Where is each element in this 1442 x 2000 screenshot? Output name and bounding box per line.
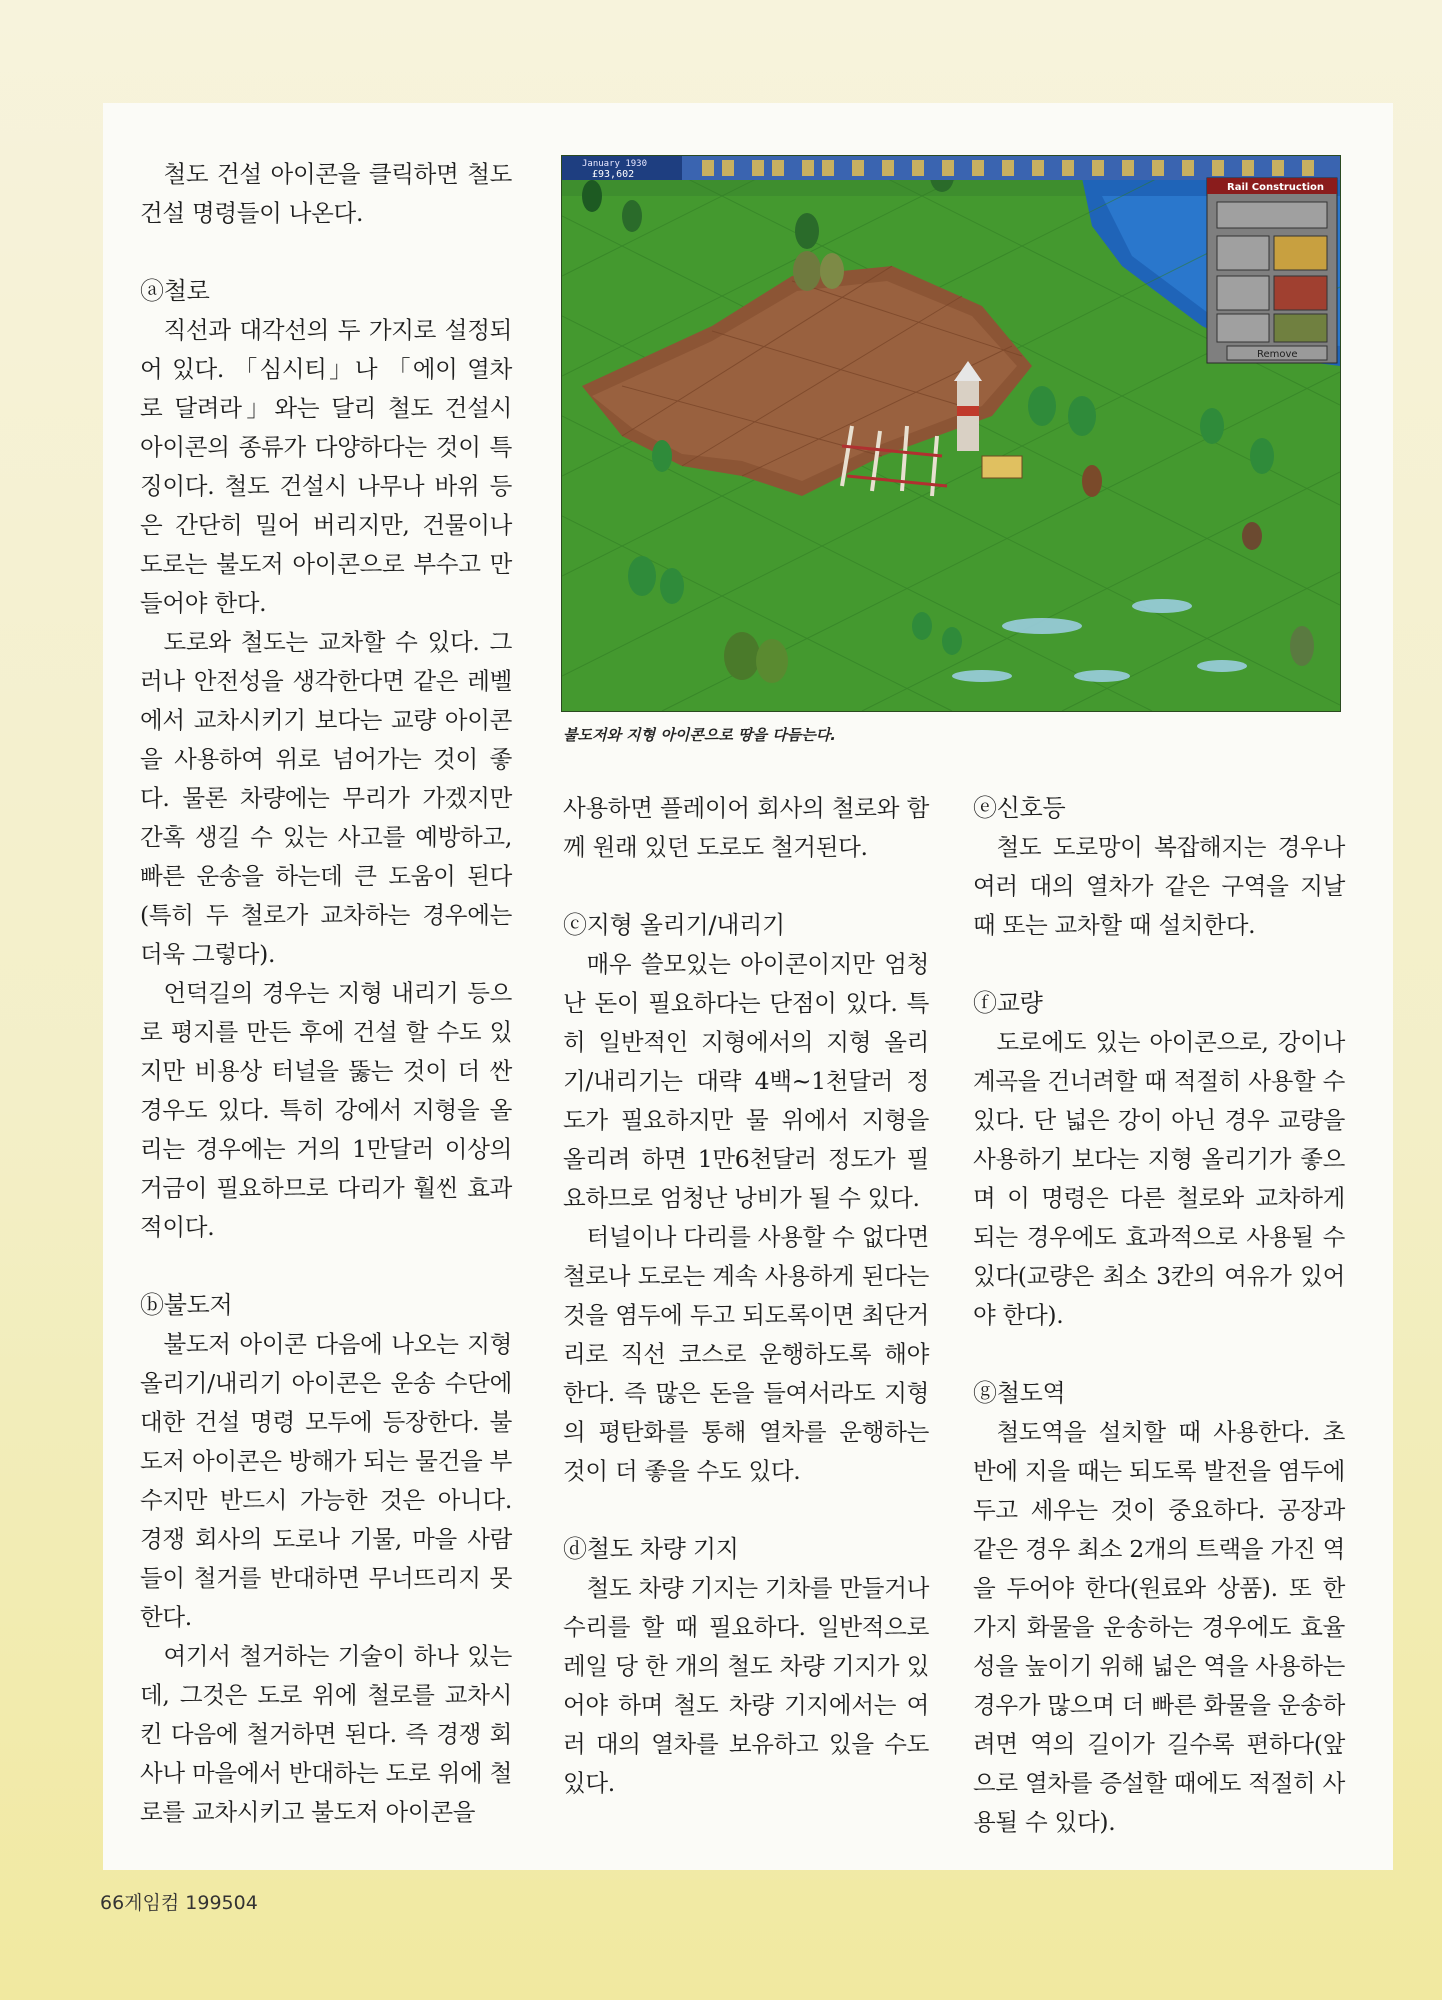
column-2 [563,789,929,1803]
game-date: January 1930 [582,159,648,169]
section-b-paragraph: 여기서 철거하는 기술이 하나 있는데, 그것은 도로 위에 철로를 교차시킨 다음에 철거하면 된다. 즉 경쟁 회사나 마을에서 반대하는 도로 위에 철로를 교차시키고 불도저 아이콘을 [140,1642,512,1826]
column-3 [973,789,1345,1842]
section-f-paragraph: 도로에도 있는 아이콘으로, 강이나 계곡을 건너려할 때 적절히 사용할 수 있다. 단 넓은 강이 아닌 경우 교량을 사용하기 보다는 지형 올리기가 좋으며 이 명령은 다른 철로와 교차하게 되는 경우에도 효과적으로 사용될 수 있다(교량은 최소 3칸의 여유가 있어야 한다). [973,1028,1345,1329]
section-a-heading: ⓐ철로 [140,277,210,305]
section-d-heading: ⓓ철도 차량 기지 [563,1535,739,1563]
section-e-heading: ⓔ신호등 [973,794,1066,822]
section-b-continuation: 사용하면 플레이어 회사의 철로와 함께 원래 있던 도로도 철거된다. [563,794,929,861]
section-a-paragraph: 언덕길의 경우는 지형 내리기 등으로 평지를 만든 후에 건설 할 수도 있지만 비용상 터널을 뚫는 것이 더 싼 경우도 있다. 특히 강에서 지형을 올리는 경우에는 거의 1만달러 이상의 거금이 필요하므로 다리가 훨씬 효과적이다. [140,979,512,1241]
section-d-paragraph: 철도 차량 기지는 기차를 만들거나 수리를 할 때 필요하다. 일반적으로 레일 당 한 개의 철도 차량 기지가 있어야 하며 철도 차량 기지에서는 여러 대의 열차를 보유하고 있을 수도 있다. [563,1574,929,1797]
section-g-heading: ⓖ철도역 [973,1379,1066,1407]
rail-construction-panel [1207,178,1337,363]
section-b-paragraph: 불도저 아이콘 다음에 나오는 지형 올리기/내리기 아이콘은 운송 수단에 대한 건설 명령 모두에 등장한다. 불도저 아이콘은 방해가 되는 물건을 부수지만 반드시 가능한 것은 아니다. 경쟁 회사의 도로나 기물, 마을 사람들이 철거를 반대하면 무너뜨리지 못한다. [140,1330,512,1631]
game-scene [562,156,1340,711]
section-a-paragraph: 도로와 철도는 교차할 수 있다. 그러나 안전성을 생각한다면 같은 레벨에서 교차시키기 보다는 교량 아이콘을 사용하여 위로 넘어가는 것이 좋다. 물론 차량에는 무리가 가겠지만 간혹 생길 수 있는 사고를 예방하고, 빠른 운송을 하는데 큰 도움이 된다(특히 두 철로가 교차하는 경우에는 더욱 그렇다). [140,628,512,968]
section-b-heading: ⓑ불도저 [140,1291,233,1319]
section-c-paragraph: 매우 쓸모있는 아이콘이지만 엄청난 돈이 필요하다는 단점이 있다. 특히 일반적인 지형에서의 지형 올리기/내리기는 대략 4백~1천달러 정도가 필요하지만 물 위에서 지형을 올리려 하면 1만6천달러 정도가 필요하므로 엄청난 낭비가 될 수 있다. [563,950,929,1212]
panel-remove-button[interactable]: Remove [1257,349,1298,360]
page-folio: 66게임컴 199504 [100,1892,258,1914]
figure-caption: 불도저와 지형 아이콘으로 땅을 다듬는다. [563,726,836,744]
section-e-paragraph: 철도 도로망이 복잡해지는 경우나 여러 대의 열차가 같은 구역을 지날 때 또는 교차할 때 설치한다. [973,833,1345,939]
section-c-paragraph: 터널이나 다리를 사용할 수 없다면 철로나 도로는 계속 사용하게 된다는 것을 염두에 두고 되도록이면 최단거리로 직선 코스로 운행하도록 해야 한다. 즉 많은 돈을 들여서라도 지형의 평탄화를 통해 열차를 운행하는 것이 더 좋을 수도 있다. [563,1223,929,1485]
intro-paragraph: 철도 건설 아이콘을 클릭하면 철도 건설 명령들이 나온다. [140,160,512,227]
section-c-heading: ⓒ지형 올리기/내리기 [563,911,785,939]
section-g-paragraph: 철도역을 설치할 때 사용한다. 초반에 지을 때는 되도록 발전을 염두에 두고 세우는 것이 중요하다. 공장과 같은 경우 최소 2개의 트랙을 가진 역을 두어야 한다(원료와 상품). 또 한 가지 화물을 운송하는 경우에도 효율성을 높이기 위해 넓은 역을 사용하는 경우가 많으며 더 빠른 화물을 운송하려면 역의 길이가 길수록 편하다(앞으로 열차를 증설할 때에도 적절히 사용될 수 있다). [973,1418,1345,1836]
game-screenshot [561,155,1341,712]
game-money: £93,602 [592,169,635,180]
panel-title: Rail Construction [1227,182,1325,193]
section-a-paragraph: 직선과 대각선의 두 가지로 설정되어 있다. 「심시티」나 「에이 열차로 달려라」와는 달리 철도 건설시 아이콘의 종류가 다양하다는 것이 특징이다. 철도 건설시 나무나 바위 등은 간단히 밀어 버리지만, 건물이나 도로는 불도저 아이콘으로 부수고 만들어야 한다. [140,316,512,617]
section-f-heading: ⓕ교량 [973,989,1043,1017]
column-1 [140,155,512,1832]
